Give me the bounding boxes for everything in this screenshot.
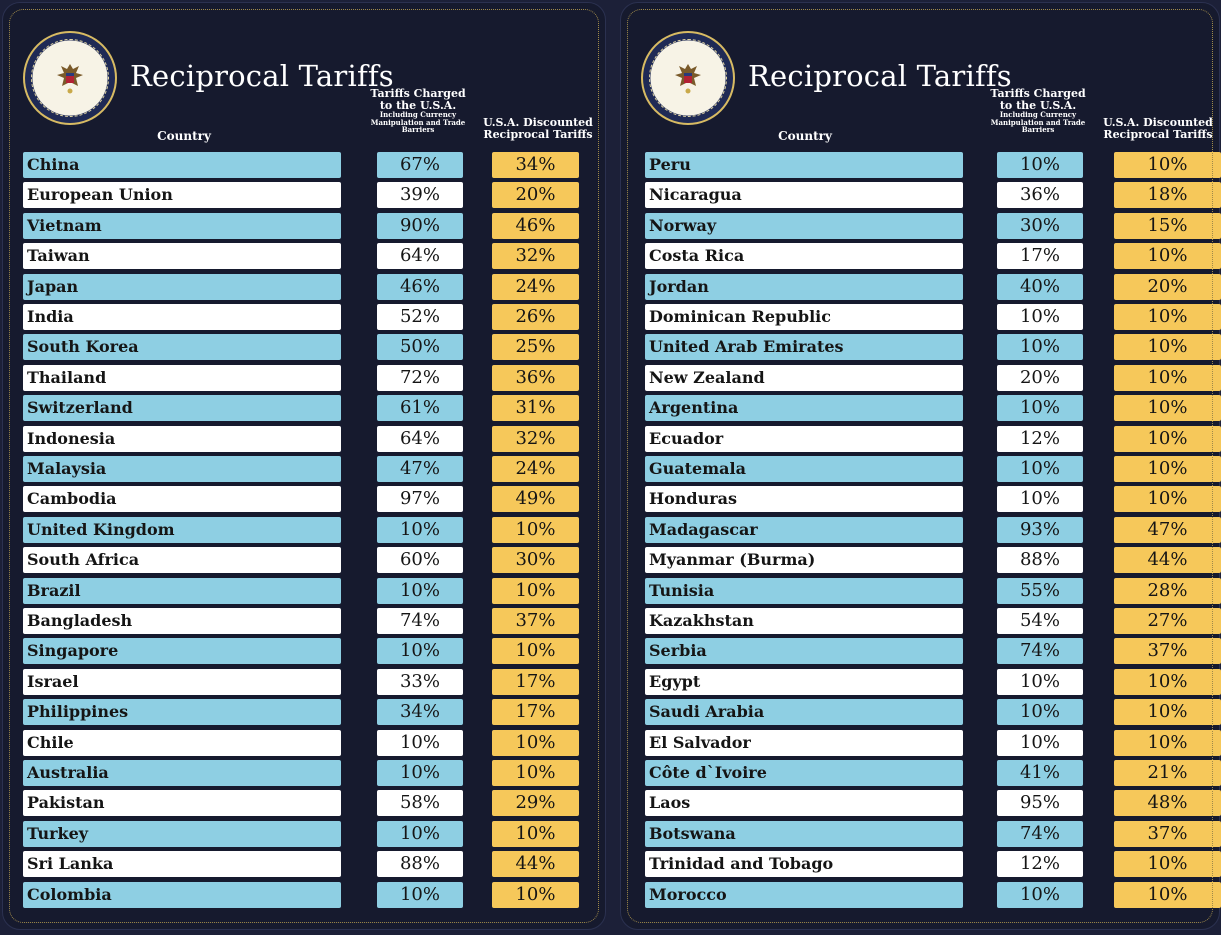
tariff-panel-right xyxy=(620,2,1220,930)
discounted-tariff-cell: 44% xyxy=(492,851,579,877)
discounted-tariff-cell: 29% xyxy=(492,790,579,816)
table-row xyxy=(621,365,1219,391)
discounted-tariff-cell: 17% xyxy=(492,699,579,725)
table-row xyxy=(621,790,1219,816)
column-header-tariffs-charged-title: Tariffs Charged to the U.S.A. xyxy=(370,87,466,112)
discounted-tariff-cell: 46% xyxy=(492,213,579,239)
tariff-charged-cell: 74% xyxy=(377,608,463,634)
column-header-tariffs-charged-title: Tariffs Charged to the U.S.A. xyxy=(990,87,1086,112)
discounted-tariff-cell: 27% xyxy=(1114,608,1221,634)
country-cell: Jordan xyxy=(645,274,963,300)
tariff-charged-cell: 33% xyxy=(377,669,463,695)
tariff-charged-cell: 58% xyxy=(377,790,463,816)
country-cell: Sri Lanka xyxy=(23,851,341,877)
tariff-charged-cell: 54% xyxy=(997,608,1083,634)
tariff-charged-cell: 88% xyxy=(377,851,463,877)
discounted-tariff-cell: 10% xyxy=(1114,456,1221,482)
table-row xyxy=(621,152,1219,178)
table-row xyxy=(3,517,605,543)
country-cell: Colombia xyxy=(23,882,341,908)
tariff-charged-cell: 74% xyxy=(997,821,1083,847)
discounted-tariff-cell: 30% xyxy=(492,547,579,573)
column-header-discounted: U.S.A. Discounted Reciprocal Tariffs xyxy=(483,116,593,141)
tariff-charged-cell: 17% xyxy=(997,243,1083,269)
country-cell: Myanmar (Burma) xyxy=(645,547,963,573)
table-row xyxy=(621,699,1219,725)
discounted-tariff-cell: 10% xyxy=(1114,243,1221,269)
tariff-panel-left xyxy=(2,2,606,930)
table-row xyxy=(3,882,605,908)
country-cell: Peru xyxy=(645,152,963,178)
page-title: Reciprocal Tariffs xyxy=(130,59,394,93)
country-cell: Malaysia xyxy=(23,456,341,482)
country-cell: Israel xyxy=(23,669,341,695)
country-cell: Bangladesh xyxy=(23,608,341,634)
table-row xyxy=(3,547,605,573)
discounted-tariff-cell: 37% xyxy=(1114,638,1221,664)
country-cell: Ecuador xyxy=(645,426,963,452)
country-cell: Thailand xyxy=(23,365,341,391)
tariff-charged-cell: 10% xyxy=(997,699,1083,725)
column-header-tariffs-charged xyxy=(367,88,469,134)
discounted-tariff-cell: 10% xyxy=(1114,851,1221,877)
country-cell: United Arab Emirates xyxy=(645,334,963,360)
discounted-tariff-cell: 10% xyxy=(1114,334,1221,360)
discounted-tariff-cell: 10% xyxy=(492,882,579,908)
table-row xyxy=(3,486,605,512)
tariff-charged-cell: 90% xyxy=(377,213,463,239)
country-cell: Laos xyxy=(645,790,963,816)
table-row xyxy=(3,608,605,634)
tariff-charged-cell: 10% xyxy=(377,517,463,543)
discounted-tariff-cell: 47% xyxy=(1114,517,1221,543)
discounted-tariff-cell: 28% xyxy=(1114,578,1221,604)
page-title: Reciprocal Tariffs xyxy=(748,59,1012,93)
table-row xyxy=(621,243,1219,269)
country-cell: Côte d`Ivoire xyxy=(645,760,963,786)
discounted-tariff-cell: 44% xyxy=(1114,547,1221,573)
discounted-tariff-cell: 10% xyxy=(1114,730,1221,756)
country-cell: Trinidad and Tobago xyxy=(645,851,963,877)
tariff-charged-cell: 10% xyxy=(377,821,463,847)
table-row xyxy=(621,608,1219,634)
table-row xyxy=(3,334,605,360)
discounted-tariff-cell: 10% xyxy=(1114,395,1221,421)
tariff-charged-cell: 36% xyxy=(997,182,1083,208)
country-cell: India xyxy=(23,304,341,330)
table-row xyxy=(3,213,605,239)
country-cell: Philippines xyxy=(23,699,341,725)
discounted-tariff-cell: 10% xyxy=(1114,152,1221,178)
tariff-charged-cell: 74% xyxy=(997,638,1083,664)
discounted-tariff-cell: 10% xyxy=(1114,882,1221,908)
discounted-tariff-cell: 10% xyxy=(492,638,579,664)
table-row xyxy=(3,152,605,178)
tariff-charged-cell: 10% xyxy=(377,730,463,756)
tariff-charged-cell: 10% xyxy=(997,456,1083,482)
country-cell: New Zealand xyxy=(645,365,963,391)
column-header-tariffs-charged-subtitle: Including Currency Manipulation and Trade Barriers xyxy=(370,110,466,135)
country-cell: Serbia xyxy=(645,638,963,664)
table-row xyxy=(3,638,605,664)
discounted-tariff-cell: 37% xyxy=(1114,821,1221,847)
tariff-charged-cell: 47% xyxy=(377,456,463,482)
table-row xyxy=(621,334,1219,360)
discounted-tariff-cell: 10% xyxy=(1114,304,1221,330)
table-row xyxy=(621,517,1219,543)
table-row xyxy=(621,638,1219,664)
tariff-charged-cell: 10% xyxy=(997,304,1083,330)
table-row xyxy=(3,730,605,756)
country-cell: Tunisia xyxy=(645,578,963,604)
table-row xyxy=(3,456,605,482)
table-row xyxy=(3,699,605,725)
country-cell: Argentina xyxy=(645,395,963,421)
column-header-country: Country xyxy=(778,129,832,143)
tariff-charged-cell: 46% xyxy=(377,274,463,300)
tariff-charged-cell: 64% xyxy=(377,243,463,269)
discounted-tariff-cell: 10% xyxy=(492,517,579,543)
table-row xyxy=(3,365,605,391)
country-cell: El Salvador xyxy=(645,730,963,756)
tariff-charged-cell: 20% xyxy=(997,365,1083,391)
country-cell: Norway xyxy=(645,213,963,239)
discounted-tariff-cell: 31% xyxy=(492,395,579,421)
country-cell: Vietnam xyxy=(23,213,341,239)
discounted-tariff-cell: 10% xyxy=(492,821,579,847)
country-cell: Saudi Arabia xyxy=(645,699,963,725)
country-cell: Pakistan xyxy=(23,790,341,816)
discounted-tariff-cell: 48% xyxy=(1114,790,1221,816)
country-cell: Costa Rica xyxy=(645,243,963,269)
discounted-tariff-cell: 36% xyxy=(492,365,579,391)
table-row xyxy=(3,669,605,695)
country-cell: Japan xyxy=(23,274,341,300)
country-cell: Australia xyxy=(23,760,341,786)
country-cell: Botswana xyxy=(645,821,963,847)
tariff-charged-cell: 10% xyxy=(997,669,1083,695)
table-row xyxy=(621,274,1219,300)
discounted-tariff-cell: 37% xyxy=(492,608,579,634)
table-row xyxy=(621,851,1219,877)
table-row xyxy=(621,182,1219,208)
table-row xyxy=(3,182,605,208)
discounted-tariff-cell: 10% xyxy=(1114,426,1221,452)
table-row xyxy=(3,821,605,847)
country-cell: Dominican Republic xyxy=(645,304,963,330)
tariff-charged-cell: 39% xyxy=(377,182,463,208)
tariff-charged-cell: 10% xyxy=(997,395,1083,421)
tariff-charged-cell: 12% xyxy=(997,426,1083,452)
table-row xyxy=(621,882,1219,908)
discounted-tariff-cell: 10% xyxy=(1114,669,1221,695)
country-cell: Guatemala xyxy=(645,456,963,482)
discounted-tariff-cell: 49% xyxy=(492,486,579,512)
discounted-tariff-cell: 34% xyxy=(492,152,579,178)
discounted-tariff-cell: 20% xyxy=(492,182,579,208)
table-row xyxy=(3,851,605,877)
discounted-tariff-cell: 15% xyxy=(1114,213,1221,239)
table-row xyxy=(621,578,1219,604)
table-row xyxy=(3,790,605,816)
tariff-charged-cell: 10% xyxy=(997,882,1083,908)
country-cell: Morocco xyxy=(645,882,963,908)
discounted-tariff-cell: 17% xyxy=(492,669,579,695)
table-row xyxy=(3,395,605,421)
tariff-charged-cell: 10% xyxy=(377,882,463,908)
presidential-seal-icon xyxy=(641,31,735,125)
country-cell: Nicaragua xyxy=(645,182,963,208)
table-row xyxy=(3,578,605,604)
tariff-charged-cell: 52% xyxy=(377,304,463,330)
country-cell: South Africa xyxy=(23,547,341,573)
tariff-charged-cell: 60% xyxy=(377,547,463,573)
country-cell: Madagascar xyxy=(645,517,963,543)
discounted-tariff-cell: 20% xyxy=(1114,274,1221,300)
discounted-tariff-cell: 10% xyxy=(1114,365,1221,391)
tariff-charged-cell: 12% xyxy=(997,851,1083,877)
table-row xyxy=(621,547,1219,573)
table-row xyxy=(3,304,605,330)
tariff-charged-cell: 88% xyxy=(997,547,1083,573)
tariff-charged-cell: 10% xyxy=(377,638,463,664)
country-cell: Brazil xyxy=(23,578,341,604)
country-cell: China xyxy=(23,152,341,178)
discounted-tariff-cell: 10% xyxy=(492,578,579,604)
country-cell: Egypt xyxy=(645,669,963,695)
discounted-tariff-cell: 32% xyxy=(492,426,579,452)
discounted-tariff-cell: 10% xyxy=(492,760,579,786)
tariff-charged-cell: 30% xyxy=(997,213,1083,239)
table-row xyxy=(621,213,1219,239)
table-row xyxy=(3,243,605,269)
country-cell: Kazakhstan xyxy=(645,608,963,634)
table-row xyxy=(621,395,1219,421)
tariff-charged-cell: 72% xyxy=(377,365,463,391)
table-row xyxy=(621,426,1219,452)
tariff-charged-cell: 10% xyxy=(377,578,463,604)
tariff-charged-cell: 40% xyxy=(997,274,1083,300)
country-cell: Singapore xyxy=(23,638,341,664)
tariff-charged-cell: 61% xyxy=(377,395,463,421)
tariff-charged-cell: 10% xyxy=(377,760,463,786)
country-cell: Taiwan xyxy=(23,243,341,269)
tariff-charged-cell: 34% xyxy=(377,699,463,725)
discounted-tariff-cell: 10% xyxy=(1114,699,1221,725)
column-header-tariffs-charged xyxy=(987,88,1089,134)
country-cell: Indonesia xyxy=(23,426,341,452)
tariff-charged-cell: 10% xyxy=(997,334,1083,360)
table-row xyxy=(3,274,605,300)
table-row xyxy=(621,760,1219,786)
presidential-seal-icon xyxy=(23,31,117,125)
country-cell: South Korea xyxy=(23,334,341,360)
table-row xyxy=(3,426,605,452)
country-cell: Chile xyxy=(23,730,341,756)
discounted-tariff-cell: 26% xyxy=(492,304,579,330)
country-cell: Turkey xyxy=(23,821,341,847)
table-row xyxy=(621,304,1219,330)
country-cell: United Kingdom xyxy=(23,517,341,543)
table-row xyxy=(621,669,1219,695)
country-cell: Cambodia xyxy=(23,486,341,512)
tariff-charged-cell: 95% xyxy=(997,790,1083,816)
discounted-tariff-cell: 10% xyxy=(1114,486,1221,512)
table-row xyxy=(3,760,605,786)
discounted-tariff-cell: 25% xyxy=(492,334,579,360)
table-row xyxy=(621,486,1219,512)
discounted-tariff-cell: 18% xyxy=(1114,182,1221,208)
tariff-charged-cell: 10% xyxy=(997,730,1083,756)
column-header-country: Country xyxy=(157,129,211,143)
country-cell: European Union xyxy=(23,182,341,208)
tariff-charged-cell: 64% xyxy=(377,426,463,452)
tariff-charged-cell: 93% xyxy=(997,517,1083,543)
column-header-discounted: U.S.A. Discounted Reciprocal Tariffs xyxy=(1103,116,1213,141)
country-cell: Honduras xyxy=(645,486,963,512)
tariff-charged-cell: 55% xyxy=(997,578,1083,604)
tariff-charged-cell: 97% xyxy=(377,486,463,512)
discounted-tariff-cell: 21% xyxy=(1114,760,1221,786)
table-row xyxy=(621,821,1219,847)
tariff-charged-cell: 10% xyxy=(997,152,1083,178)
tariff-charged-cell: 50% xyxy=(377,334,463,360)
tariff-charged-cell: 10% xyxy=(997,486,1083,512)
country-cell: Switzerland xyxy=(23,395,341,421)
column-header-tariffs-charged-subtitle: Including Currency Manipulation and Trade Barriers xyxy=(990,110,1086,135)
discounted-tariff-cell: 32% xyxy=(492,243,579,269)
tariff-charged-cell: 41% xyxy=(997,760,1083,786)
tariff-charged-cell: 67% xyxy=(377,152,463,178)
discounted-tariff-cell: 24% xyxy=(492,456,579,482)
table-row xyxy=(621,730,1219,756)
table-row xyxy=(621,456,1219,482)
discounted-tariff-cell: 24% xyxy=(492,274,579,300)
discounted-tariff-cell: 10% xyxy=(492,730,579,756)
